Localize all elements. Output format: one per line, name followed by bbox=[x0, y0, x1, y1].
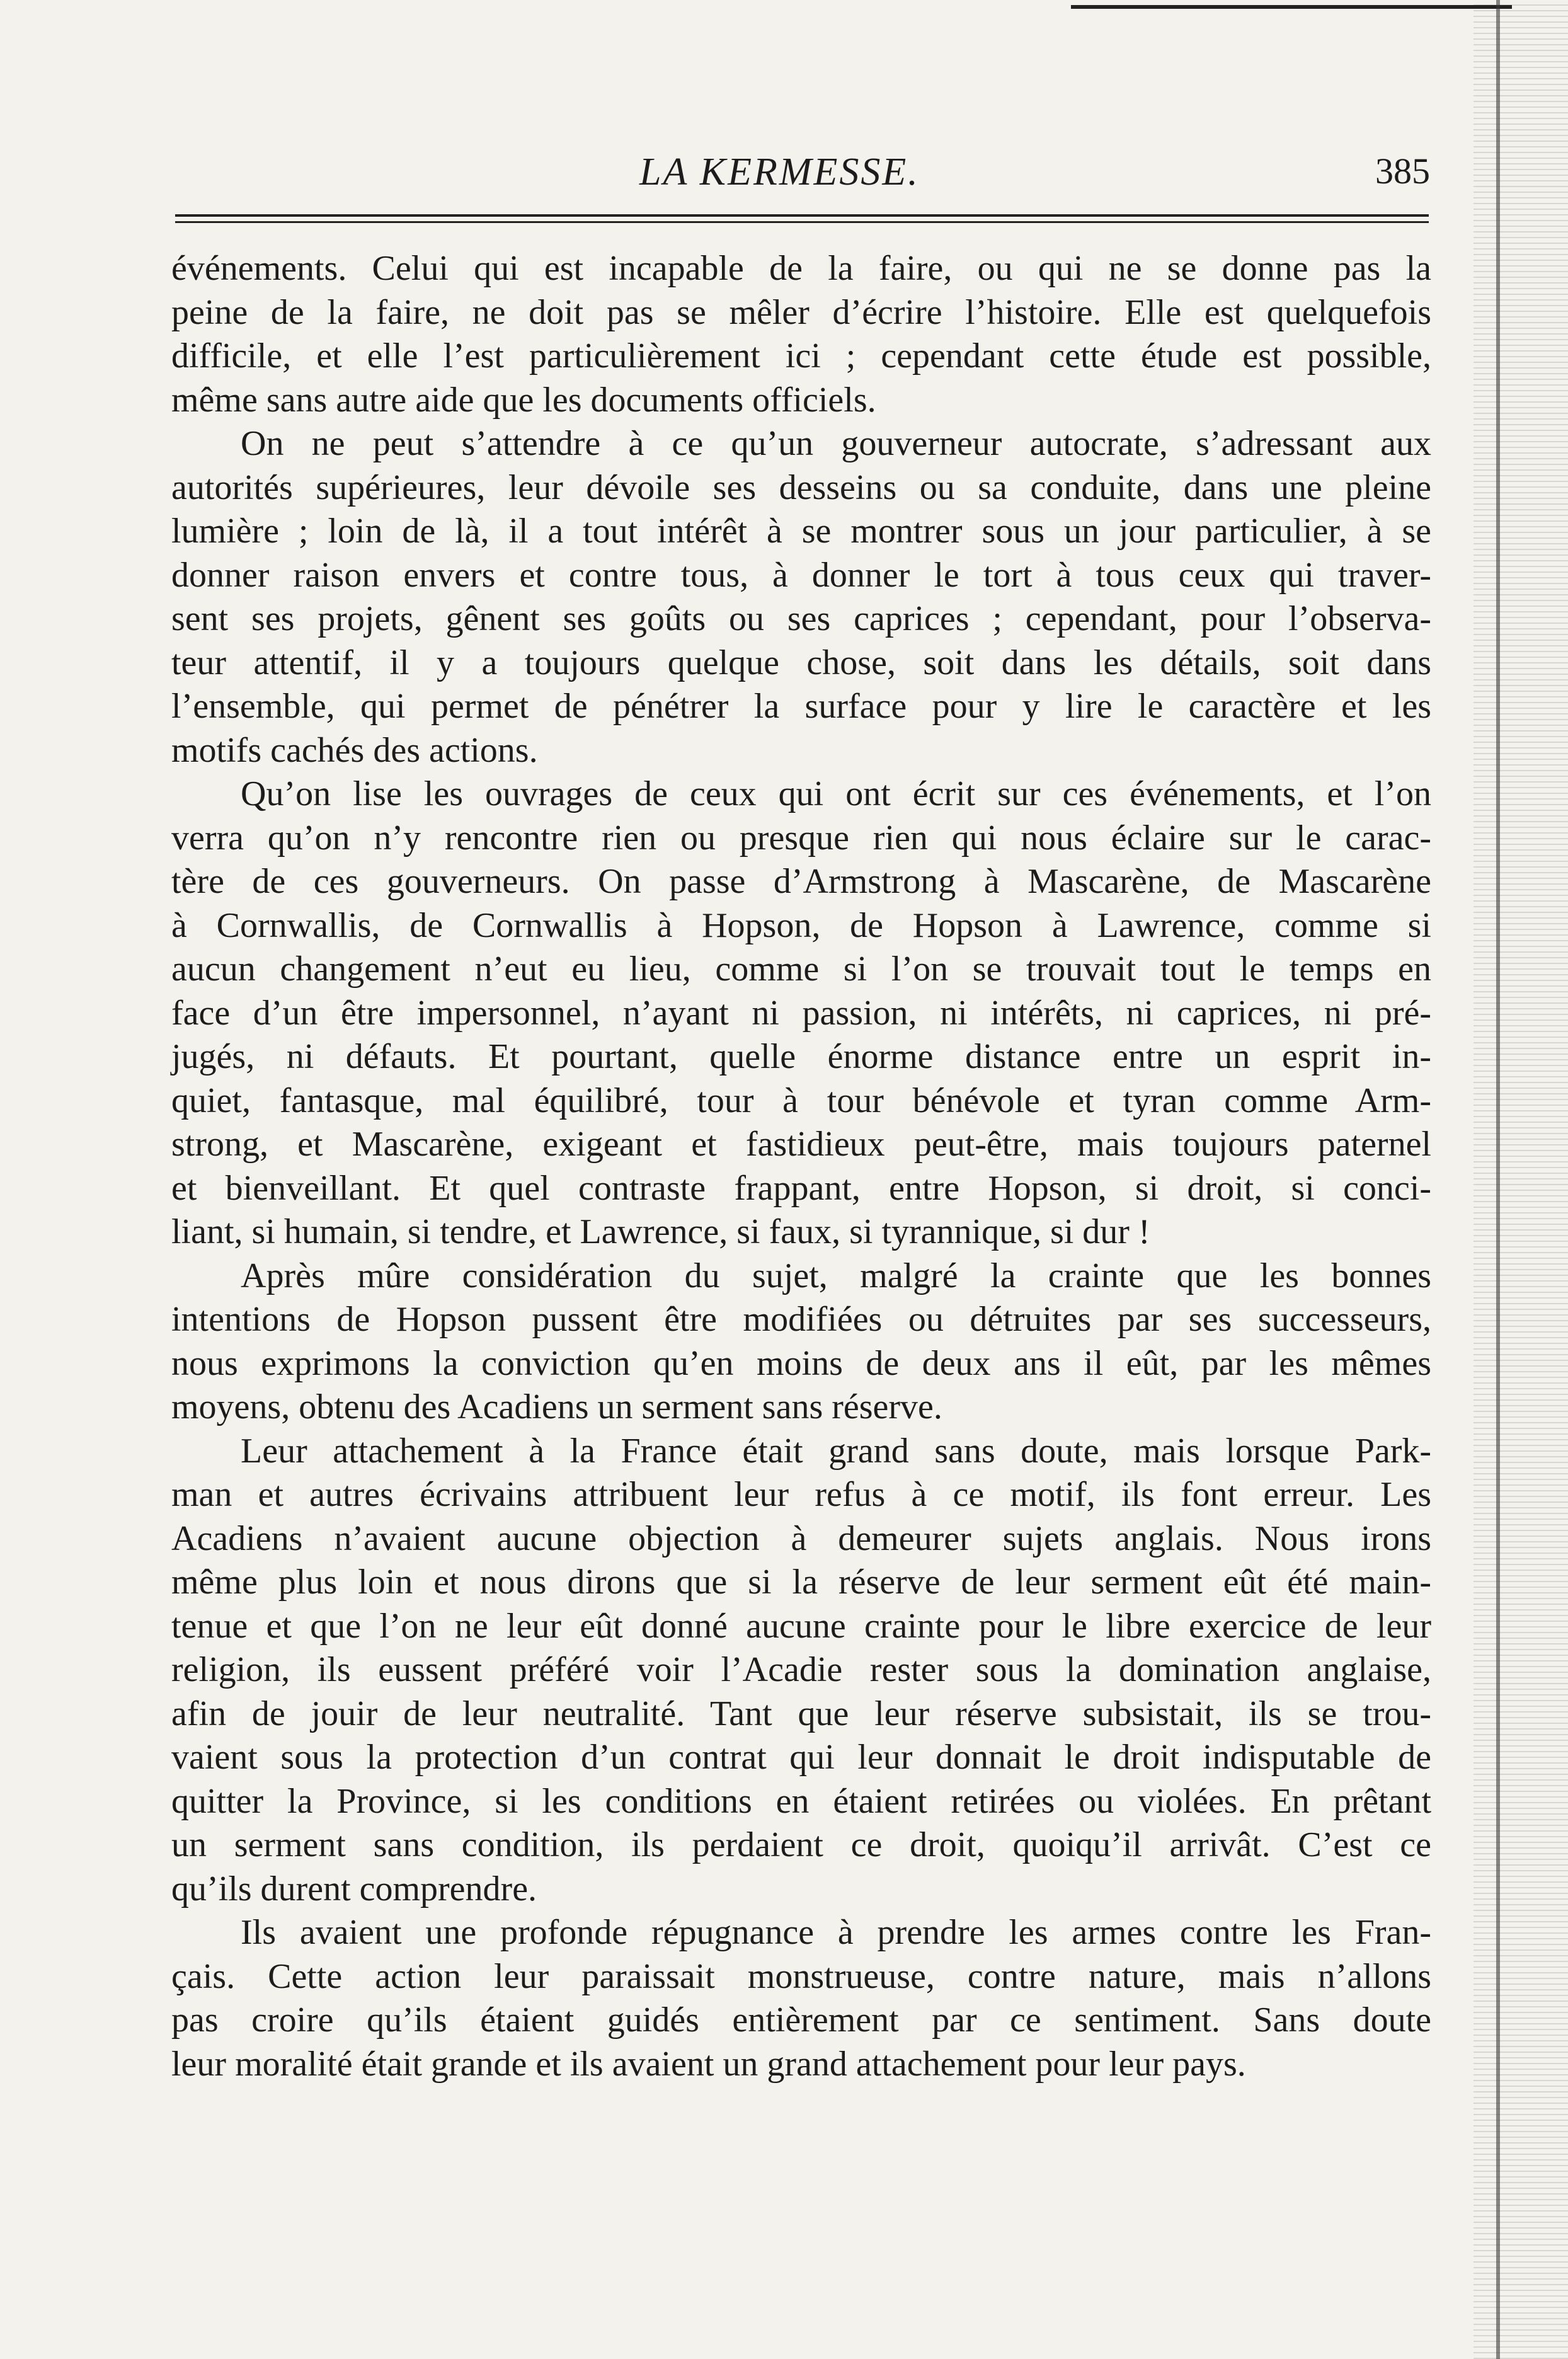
paragraph bbox=[171, 1911, 1431, 2086]
text-line: leur moralité était grande et ils avaient un grand attachement pour leur pays. bbox=[171, 2044, 1246, 2084]
text-line: quitter la Province, si les conditions en étaient retirées ou violées. En prêtant bbox=[171, 1781, 1431, 1821]
text-line: Leur attachement à la France était grand sans doute, mais lorsque Park- bbox=[241, 1431, 1431, 1471]
page-header bbox=[170, 150, 1430, 207]
text-line: lumière ; loin de là, il a tout intérêt à se montrer sous un jour particulier, à se bbox=[171, 512, 1431, 551]
running-title: LA KERMESSE. bbox=[639, 151, 920, 193]
text-line: man et autres écrivains attribuent leur refus à ce motif, ils font erreur. Les bbox=[171, 1475, 1431, 1514]
text-line: aucun changement n’eut eu lieu, comme si l’on se trouvait tout le temps en bbox=[171, 950, 1431, 989]
text-line: intentions de Hopson pussent être modifiées ou détruites par ses successeurs, bbox=[171, 1300, 1431, 1339]
page-edge-line bbox=[1496, 0, 1500, 2359]
text-line: strong, et Mascarène, exigeant et fastidieux peut-être, mais toujours paternel bbox=[171, 1125, 1431, 1164]
paragraph bbox=[171, 422, 1431, 772]
text-line: un serment sans condition, ils perdaient ce droit, quoiqu’il arrivât. C’est ce bbox=[171, 1825, 1431, 1864]
text-line: quiet, fantasque, mal équilibré, tour à tour bénévole et tyran comme Arm- bbox=[171, 1081, 1431, 1120]
text-line: On ne peut s’attendre à ce qu’un gouverneur autocrate, s’adressant aux bbox=[241, 424, 1431, 463]
top-edge-rule bbox=[1071, 5, 1512, 9]
text-line: événements. Celui qui est incapable de la faire, ou qui ne se donne pas la bbox=[171, 249, 1431, 288]
text-line: difficile, et elle l’est particulièrement ici ; cependant cette étude est possible, bbox=[171, 336, 1431, 376]
paragraph bbox=[171, 1254, 1431, 1430]
text-line: Acadiens n’avaient aucune objection à demeurer sujets anglais. Nous irons bbox=[171, 1518, 1431, 1558]
text-line: même plus loin et nous dirons que si la réserve de leur serment eût été main- bbox=[171, 1563, 1431, 1602]
text-line: peine de la faire, ne doit pas se mêler d’écrire l’histoire. Elle est quelquefois bbox=[171, 292, 1431, 332]
page-edge-shadow bbox=[1474, 0, 1568, 2359]
text-line: nous exprimons la conviction qu’en moins de deux ans il eût, par les mêmes bbox=[171, 1343, 1431, 1383]
text-line: Qu’on lise les ouvrages de ceux qui ont écrit sur ces événements, et l’on bbox=[241, 774, 1431, 813]
paragraph bbox=[171, 1430, 1431, 1912]
text-line: qu’ils durent comprendre. bbox=[171, 1869, 537, 1908]
text-line: donner raison envers et contre tous, à donner le tort à tous ceux qui traver- bbox=[171, 555, 1431, 595]
text-line: jugés, ni défauts. Et pourtant, quelle énorme distance entre un esprit in- bbox=[171, 1037, 1431, 1076]
text-line: çais. Cette action leur paraissait monstrueuse, contre nature, mais n’allons bbox=[171, 1956, 1431, 1996]
text-line: Après mûre considération du sujet, malgré la crainte que les bonnes bbox=[241, 1256, 1431, 1295]
text-line: sent ses projets, gênent ses goûts ou ses caprices ; cependant, pour l’observa- bbox=[171, 599, 1431, 638]
header-double-rule bbox=[175, 214, 1429, 223]
text-line: religion, ils eussent préféré voir l’Acadie rester sous la domination anglaise, bbox=[171, 1650, 1431, 1689]
text-line: tère de ces gouverneurs. On passe d’Armstrong à Mascarène, de Mascarène bbox=[171, 862, 1431, 901]
text-line: motifs cachés des actions. bbox=[171, 730, 538, 770]
text-line: vaient sous la protection d’un contrat qui leur donnait le droit indisputable de bbox=[171, 1738, 1431, 1777]
text-line: verra qu’on n’y rencontre rien ou presque rien qui nous éclaire sur le carac- bbox=[171, 818, 1431, 858]
text-line: pas croire qu’ils étaient guidés entièrement par ce sentiment. Sans doute bbox=[171, 2000, 1431, 2040]
text-line: afin de jouir de leur neutralité. Tant que leur réserve subsistait, ils se trou- bbox=[171, 1694, 1431, 1733]
text-line: liant, si humain, si tendre, et Lawrence, si faux, si tyrannique, si dur ! bbox=[171, 1212, 1150, 1251]
text-line: teur attentif, il y a toujours quelque chose, soit dans les détails, soit dans bbox=[171, 643, 1431, 682]
text-line: Ils avaient une profonde répugnance à prendre les armes contre les Fran- bbox=[241, 1913, 1431, 1952]
page-number: 385 bbox=[1375, 151, 1430, 192]
text-line: autorités supérieures, leur dévoile ses desseins ou sa conduite, dans une pleine bbox=[171, 468, 1431, 507]
body-text bbox=[171, 247, 1431, 2086]
text-line: à Cornwallis, de Cornwallis à Hopson, de Hopson à Lawrence, comme si bbox=[171, 905, 1431, 945]
text-line: et bienveillant. Et quel contraste frappant, entre Hopson, si droit, si conci- bbox=[171, 1168, 1431, 1208]
text-line: l’ensemble, qui permet de pénétrer la surface pour y lire le caractère et les bbox=[171, 687, 1431, 726]
text-line: face d’un être impersonnel, n’ayant ni passion, ni intérêts, ni caprices, ni pré- bbox=[171, 993, 1431, 1033]
text-line: même sans autre aide que les documents officiels. bbox=[171, 380, 876, 420]
paragraph bbox=[171, 772, 1431, 1254]
text-line: tenue et que l’on ne leur eût donné aucune crainte pour le libre exercice de leur bbox=[171, 1606, 1431, 1646]
text-line: moyens, obtenu des Acadiens un serment sans réserve. bbox=[171, 1387, 942, 1426]
paragraph bbox=[171, 247, 1431, 422]
